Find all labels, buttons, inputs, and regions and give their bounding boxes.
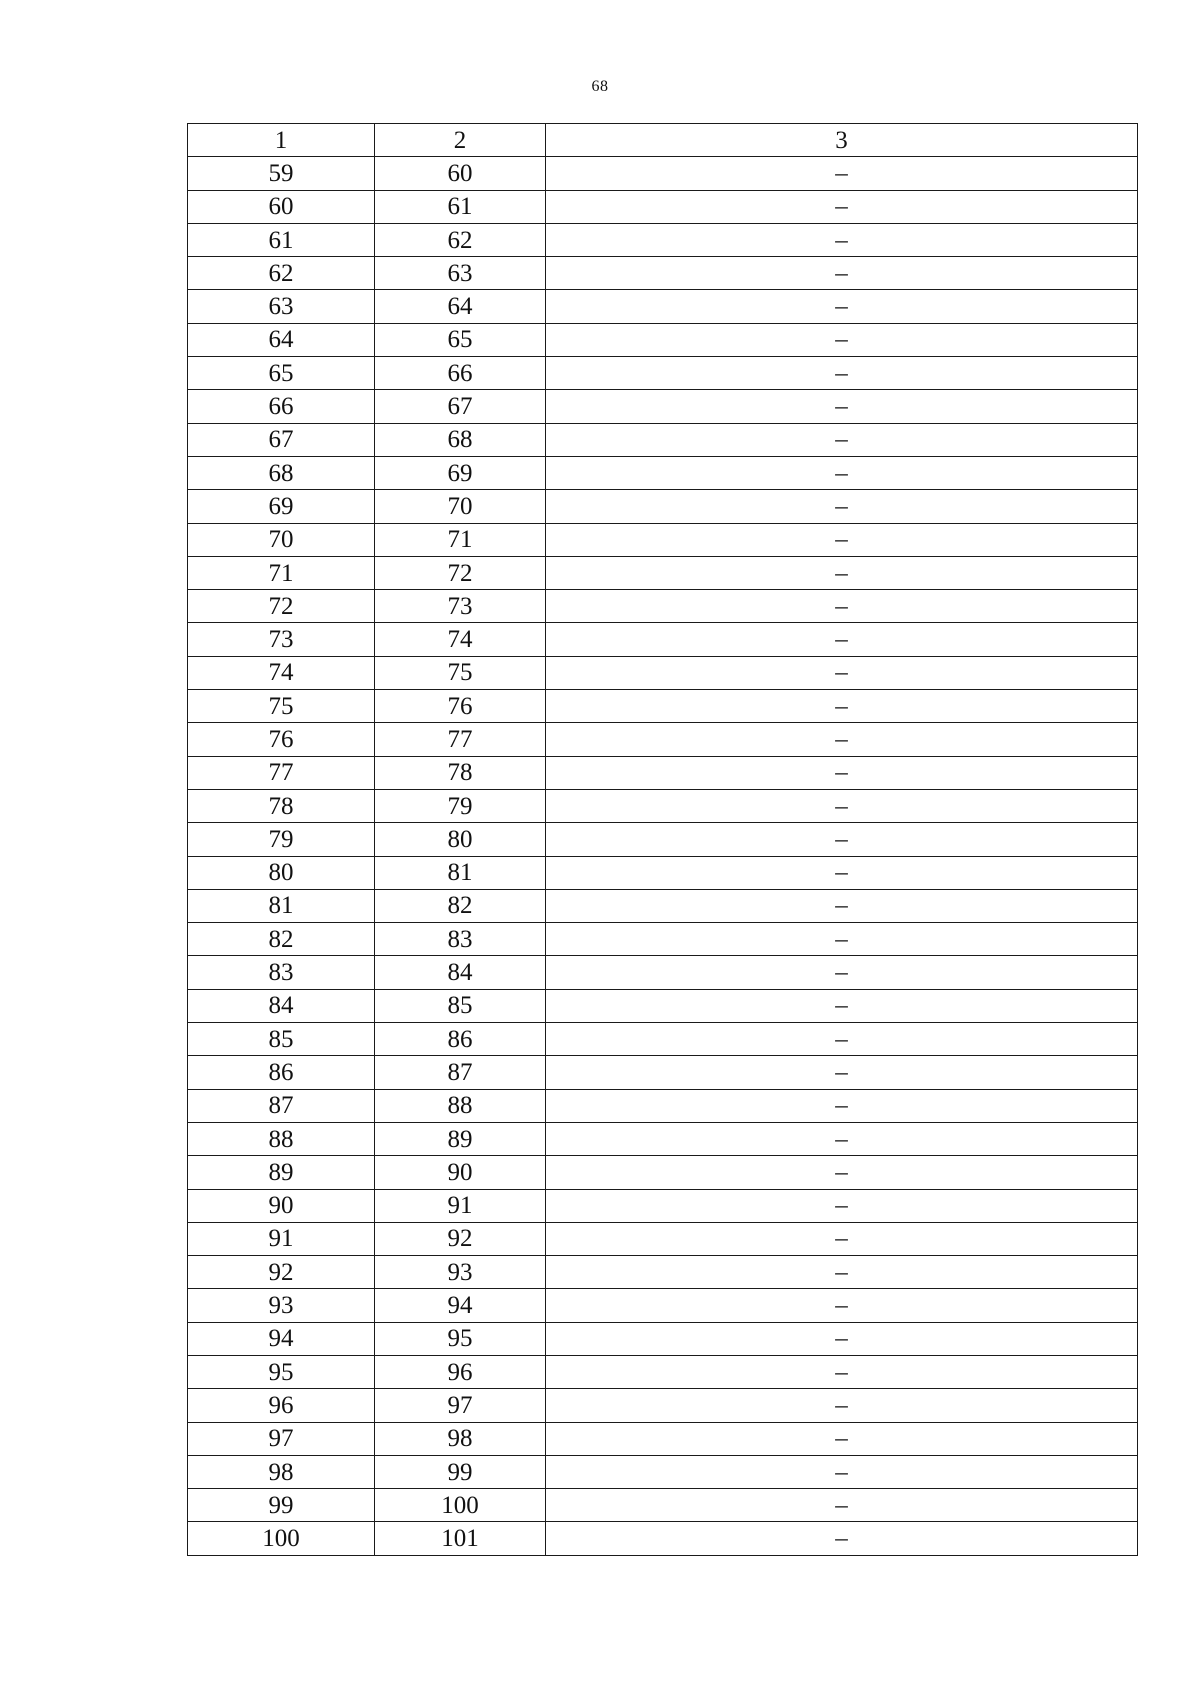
table-cell-col-2: 75 [375,656,546,689]
table-cell-col-2: 101 [375,1522,546,1555]
table-row [188,157,1138,190]
table-cell-col-3: – [546,756,1138,789]
table-cell-col-3: – [546,390,1138,423]
table-cell-col-2: 93 [375,1256,546,1289]
table-cell-col-2: 80 [375,823,546,856]
table-cell-col-2: 73 [375,590,546,623]
table-cell-col-2: 85 [375,989,546,1022]
table-cell-col-3: – [546,956,1138,989]
table-row [188,590,1138,623]
table-cell-col-2: 83 [375,923,546,956]
table-row [188,1422,1138,1455]
table-cell-col-3: – [546,823,1138,856]
table-cell-col-1: 63 [188,290,375,323]
table-cell-col-1: 82 [188,923,375,956]
table-cell-col-1: 78 [188,789,375,822]
table-row [188,1023,1138,1056]
table-cell-col-3: – [546,1222,1138,1255]
table-cell-col-3: – [546,1023,1138,1056]
table-cell-col-2: 87 [375,1056,546,1089]
table-cell-col-1: 92 [188,1256,375,1289]
table-cell-col-1: 64 [188,323,375,356]
table-cell-col-3: – [546,590,1138,623]
table-cell-col-1: 90 [188,1189,375,1222]
table-row [188,856,1138,889]
table-row [188,357,1138,390]
table-cell-col-3: – [546,556,1138,589]
table-row [188,1222,1138,1255]
table-cell-col-2: 74 [375,623,546,656]
table-cell-col-2: 97 [375,1389,546,1422]
table-cell-col-1: 94 [188,1322,375,1355]
column-header-2: 2 [375,124,546,157]
table-cell-col-3: – [546,423,1138,456]
table-cell-col-3: – [546,290,1138,323]
table-cell-col-1: 88 [188,1122,375,1155]
table-cell-col-1: 73 [188,623,375,656]
table-cell-col-2: 65 [375,323,546,356]
table-cell-col-2: 95 [375,1322,546,1355]
table-body [188,157,1138,1555]
table-cell-col-3: – [546,1489,1138,1522]
table-cell-col-1: 59 [188,157,375,190]
table-row [188,623,1138,656]
table-row [188,756,1138,789]
table-row [188,923,1138,956]
table-row [188,1455,1138,1488]
table-cell-col-1: 72 [188,590,375,623]
table-cell-col-1: 60 [188,190,375,223]
table-cell-col-2: 92 [375,1222,546,1255]
table-row [188,956,1138,989]
table-cell-col-2: 62 [375,223,546,256]
table-cell-col-1: 85 [188,1023,375,1056]
table-row [188,723,1138,756]
table-cell-col-2: 78 [375,756,546,789]
table-cell-col-1: 66 [188,390,375,423]
table-row [188,1489,1138,1522]
table-cell-col-3: – [546,623,1138,656]
table-row [188,1389,1138,1422]
table-cell-col-2: 100 [375,1489,546,1522]
table-cell-col-3: – [546,190,1138,223]
column-header-1: 1 [188,124,375,157]
table-cell-col-1: 74 [188,656,375,689]
table-cell-col-1: 93 [188,1289,375,1322]
table-cell-col-3: – [546,157,1138,190]
table-cell-col-2: 98 [375,1422,546,1455]
table-cell-col-1: 67 [188,423,375,456]
table-cell-col-1: 70 [188,523,375,556]
table-cell-col-3: – [546,723,1138,756]
table-cell-col-2: 94 [375,1289,546,1322]
table-cell-col-3: – [546,1422,1138,1455]
table-cell-col-1: 62 [188,257,375,290]
table-cell-col-3: – [546,889,1138,922]
table-row [188,523,1138,556]
table-cell-col-2: 67 [375,390,546,423]
table-cell-col-3: – [546,1522,1138,1555]
table-cell-col-1: 91 [188,1222,375,1255]
table-cell-col-2: 88 [375,1089,546,1122]
table-cell-col-2: 79 [375,789,546,822]
table-row [188,1156,1138,1189]
table-row [188,1089,1138,1122]
table-cell-col-1: 99 [188,1489,375,1522]
table-cell-col-1: 65 [188,357,375,390]
table-row [188,423,1138,456]
table-cell-col-2: 68 [375,423,546,456]
table-cell-col-1: 100 [188,1522,375,1555]
table-cell-col-2: 71 [375,523,546,556]
table-row [188,490,1138,523]
table-cell-col-1: 71 [188,556,375,589]
table-header-row [188,124,1138,157]
table-cell-col-1: 97 [188,1422,375,1455]
table-cell-col-3: – [546,1455,1138,1488]
table-cell-col-1: 77 [188,756,375,789]
column-header-3: 3 [546,124,1138,157]
table-row [188,556,1138,589]
table-cell-col-2: 99 [375,1455,546,1488]
table-cell-col-3: – [546,1189,1138,1222]
table-row [188,1122,1138,1155]
table-cell-col-3: – [546,490,1138,523]
table-cell-col-2: 64 [375,290,546,323]
table-cell-col-1: 98 [188,1455,375,1488]
table-cell-col-3: – [546,656,1138,689]
table-cell-col-3: – [546,323,1138,356]
table-row [188,1322,1138,1355]
table-cell-col-3: – [546,1089,1138,1122]
table-cell-col-1: 96 [188,1389,375,1422]
table-row [188,1056,1138,1089]
table-cell-col-1: 61 [188,223,375,256]
table-cell-col-3: – [546,856,1138,889]
table-cell-col-1: 86 [188,1056,375,1089]
table-row [188,656,1138,689]
table-cell-col-1: 80 [188,856,375,889]
page-number: 68 [591,78,609,95]
table-row [188,823,1138,856]
table-row [188,1189,1138,1222]
table-cell-col-1: 75 [188,690,375,723]
table-cell-col-1: 68 [188,456,375,489]
table-cell-col-1: 76 [188,723,375,756]
table-cell-col-3: – [546,789,1138,822]
table-cell-col-3: – [546,1389,1138,1422]
table-row [188,789,1138,822]
table-row [188,690,1138,723]
table-row [188,1522,1138,1555]
table-cell-col-1: 81 [188,889,375,922]
data-table [187,123,1138,1556]
table-cell-col-2: 60 [375,157,546,190]
table-cell-col-3: – [546,1355,1138,1388]
table-cell-col-3: – [546,523,1138,556]
table-row [188,1355,1138,1388]
table-cell-col-2: 77 [375,723,546,756]
table-cell-col-2: 84 [375,956,546,989]
table-cell-col-2: 86 [375,1023,546,1056]
table-cell-col-3: – [546,1156,1138,1189]
table-cell-col-2: 70 [375,490,546,523]
table-cell-col-3: – [546,223,1138,256]
table-cell-col-2: 91 [375,1189,546,1222]
table-cell-col-2: 69 [375,456,546,489]
table-cell-col-1: 89 [188,1156,375,1189]
table-cell-col-2: 81 [375,856,546,889]
table-row [188,223,1138,256]
table-row [188,257,1138,290]
table-row [188,1289,1138,1322]
table-cell-col-3: – [546,257,1138,290]
table-cell-col-1: 84 [188,989,375,1022]
table-cell-col-1: 69 [188,490,375,523]
table-row [188,989,1138,1022]
table-cell-col-3: – [546,989,1138,1022]
table-cell-col-3: – [546,690,1138,723]
table-cell-col-2: 82 [375,889,546,922]
table-cell-col-3: – [546,1122,1138,1155]
table-cell-col-1: 95 [188,1355,375,1388]
table-cell-col-2: 63 [375,257,546,290]
table-row [188,190,1138,223]
table-cell-col-2: 76 [375,690,546,723]
table-cell-col-3: – [546,456,1138,489]
table-cell-col-3: – [546,357,1138,390]
table-cell-col-2: 72 [375,556,546,589]
table-cell-col-1: 83 [188,956,375,989]
table-row [188,456,1138,489]
table-cell-col-2: 66 [375,357,546,390]
table-cell-col-2: 61 [375,190,546,223]
table-row [188,889,1138,922]
table-row [188,323,1138,356]
table-cell-col-2: 90 [375,1156,546,1189]
table-cell-col-2: 89 [375,1122,546,1155]
table-cell-col-1: 79 [188,823,375,856]
table-cell-col-3: – [546,923,1138,956]
table-cell-col-2: 96 [375,1355,546,1388]
table-cell-col-3: – [546,1322,1138,1355]
table-row [188,390,1138,423]
table-cell-col-3: – [546,1289,1138,1322]
table-row [188,1256,1138,1289]
table-row [188,290,1138,323]
table-cell-col-1: 87 [188,1089,375,1122]
table-cell-col-3: – [546,1256,1138,1289]
table-cell-col-3: – [546,1056,1138,1089]
